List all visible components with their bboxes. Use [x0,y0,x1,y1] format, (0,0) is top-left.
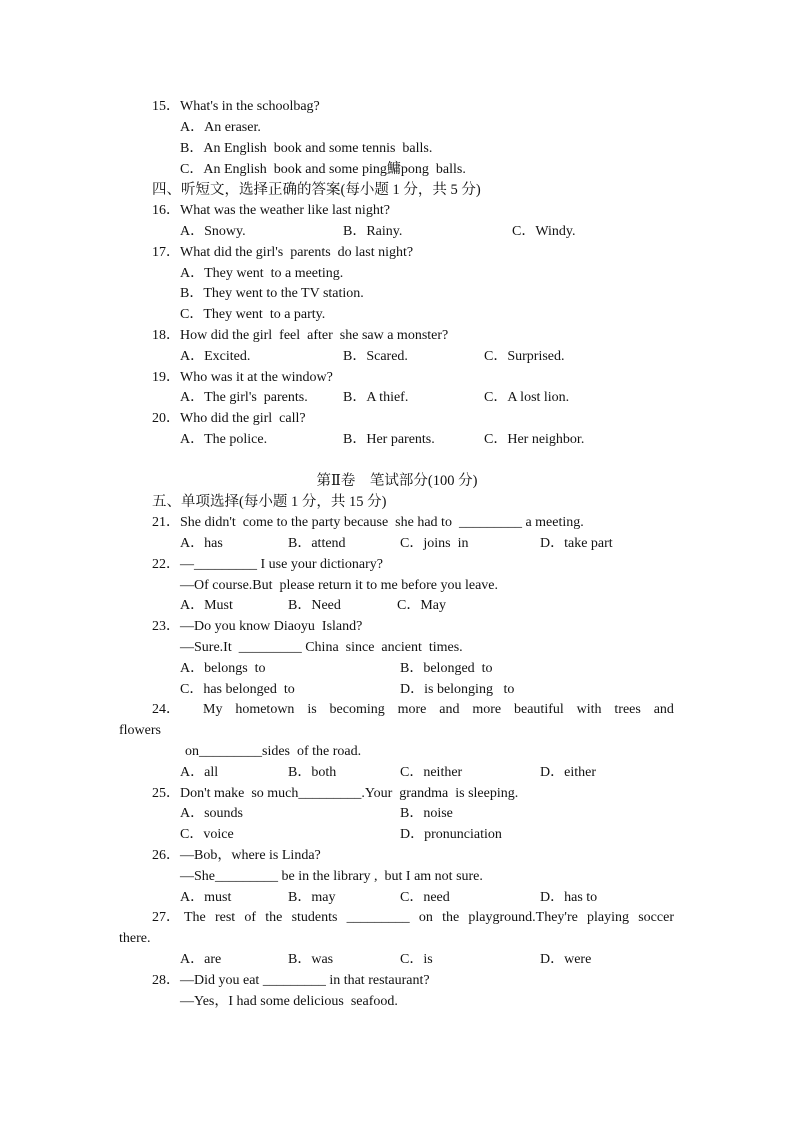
question-stem: —Did you eat _________ in that restaurant? [180,973,430,988]
question-number: 19． [152,370,180,385]
option-c: C．voice [180,827,234,842]
option-b: B．Her parents. [343,432,435,447]
question-15 [152,97,320,117]
question-number: 26． [152,848,180,863]
question-stem: What's in the schoolbag? [180,99,320,114]
question-stem: Don't make so much_________.Your grandma is sleeping. [180,786,519,801]
question-number: 21． [152,515,180,530]
stem-word: and [653,702,674,717]
stem-word: students [291,910,338,925]
stem-word: more [397,702,427,717]
option-d: D．were [540,952,592,967]
option-d: D．take part [540,536,613,551]
question-24-number: 24． [152,702,180,717]
section-4-heading: 四、听短文，选择正确的答案(每小题 1 分，共 5 分) [152,182,481,198]
stem-word: My [203,702,223,717]
option-a: A．They went to a meeting. [180,266,344,281]
question-26 [152,846,321,866]
stem-word: is [307,702,317,717]
option-a: A．The police. [180,432,268,447]
section-5-heading: 五、单项选择(每小题 1 分，共 15 分) [152,494,387,510]
question-20 [152,409,306,429]
option-c: C．A lost lion. [484,390,570,405]
part-2-title: 第Ⅱ卷 笔试部分(100 分) [316,473,478,489]
option-a: A．An eraser. [180,120,261,135]
question-24-continuation: on_________sides of the road. [185,744,362,759]
stem-word: more [472,702,502,717]
question-stem: —_________ I use your dictionary? [180,557,383,572]
question-number: 17． [152,245,180,260]
question-21 [152,513,584,533]
option-b: B．both [288,765,337,780]
option-c: C．They went to a party. [180,307,326,322]
option-d: D．either [540,765,596,780]
stem-word: soccer [638,910,674,925]
option-b: B．belonged to [400,661,493,676]
option-b: B．A thief. [343,390,409,405]
dialogue-reply: —She_________ be in the library , but I am not sure. [180,869,483,884]
question-17 [152,243,413,263]
question-19 [152,368,333,388]
option-a: A．Excited. [180,349,251,364]
question-stem: How did the girl feel after she saw a monster? [180,328,449,343]
stem-word: playground.They're [468,910,578,925]
option-b: B．may [288,890,336,905]
option-a: A．all [180,765,219,780]
question-23 [152,617,362,637]
stem-word: playing [587,910,630,925]
question-stem: —Do you know Diaoyu Island? [180,619,363,634]
stem-word: the [265,910,283,925]
stem-word: on [418,910,433,925]
question-18 [152,326,448,346]
question-number: 25． [152,786,180,801]
option-b: B．They went to the TV station. [180,286,364,301]
option-b: B．was [288,952,334,967]
question-28 [152,971,430,991]
stem-word: trees [614,702,641,717]
option-c: C．has belonged to [180,682,295,697]
option-c: C．Windy. [512,224,576,239]
option-b: B．Scared. [343,349,408,364]
question-number: 18． [152,328,180,343]
question-stem: Who did the girl call? [180,411,306,426]
option-b: B．Rainy. [343,224,403,239]
dialogue-reply: —Sure.It _________ China since ancient times. [180,640,463,655]
option-d: D．is belonging to [400,682,515,697]
option-c: C．May [397,598,446,613]
question-stem: Who was it at the window? [180,370,333,385]
option-b: B．noise [400,806,453,821]
option-a: A．The girl's parents. [180,390,308,405]
stem-word: _________ [346,910,410,925]
option-c: C．neither [400,765,463,780]
dialogue-reply: —Of course.But please return it to me before you leave. [180,578,499,593]
option-a: A．are [180,952,222,967]
option-c: C．need [400,890,450,905]
stem-word: and [439,702,460,717]
option-b: B．Need [288,598,341,613]
option-d: D．pronunciation [400,827,502,842]
option-a: A．belongs to [180,661,266,676]
option-d: D．has to [540,890,598,905]
option-c: C．An English book and some ping鱅pong balls. [180,162,466,177]
option-c: C．is [400,952,433,967]
stem-word: hometown [235,702,295,717]
stem-word: beautiful [514,702,564,717]
question-number: 15． [152,99,180,114]
question-16 [152,201,390,221]
option-a: A．sounds [180,806,244,821]
stem-word: becoming [329,702,385,717]
question-number: 16． [152,203,180,218]
question-27-number: 27． [152,910,180,925]
question-number: 22． [152,557,180,572]
question-stem: What was the weather like last night? [180,203,390,218]
option-c: C．Surprised. [484,349,565,364]
stem-word: the [442,910,460,925]
option-c: C．Her neighbor. [484,432,585,447]
question-27-wrap: there. [119,931,151,946]
question-number: 20． [152,411,180,426]
stem-word: rest [214,910,236,925]
dialogue-reply: —Yes，I had some delicious seafood. [180,994,398,1009]
option-c: C．joins in [400,536,469,551]
stem-word: of [244,910,257,925]
question-24-stem [203,700,674,720]
question-number: 23． [152,619,180,634]
question-number: 28． [152,973,180,988]
option-b: B．An English book and some tennis balls. [180,141,433,156]
question-stem: What did the girl's parents do last night? [180,245,414,260]
question-22 [152,555,383,575]
question-stem: —Bob，where is Linda? [180,848,321,863]
option-a: A．must [180,890,232,905]
question-stem: She didn't come to the party because she had to _________ a meeting. [180,515,584,530]
stem-word: with [576,702,602,717]
option-a: A．has [180,536,223,551]
question-27-stem [184,908,674,928]
stem-word: The [184,910,206,925]
option-a: A．Snowy. [180,224,246,239]
question-25 [152,784,518,804]
question-24-wrap: flowers [119,723,161,738]
option-b: B．attend [288,536,346,551]
option-a: A．Must [180,598,233,613]
